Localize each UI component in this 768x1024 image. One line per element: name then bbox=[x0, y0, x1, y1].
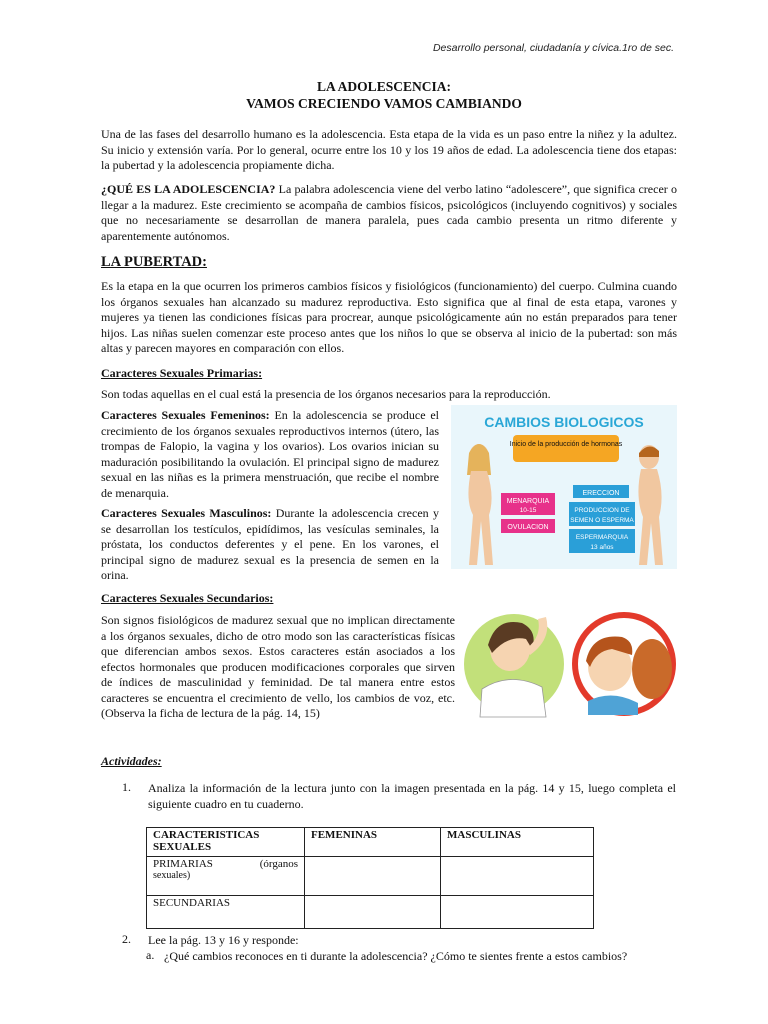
femeninos-text: En la adolescencia se produce el crecimiento de los órganos sexuales reproductivos internos (útero, las trompas de Falopio, la vagina y los ovarios). Los ovarios inician su maduración posibilitando la ovulación. El principal signo de madurez sexual en las niñas es la primera menstruación, que recibe el nombre de menarquia. bbox=[101, 408, 440, 500]
cambios-biologicos-illustration bbox=[451, 405, 677, 569]
hormones-box bbox=[513, 435, 619, 462]
boy-mirror-illustration-icon bbox=[572, 612, 676, 716]
header-masculinas: MASCULINAS bbox=[447, 829, 521, 841]
bio-title: CAMBIOS BIOLOGICOS bbox=[484, 414, 644, 430]
row-label-secundarias bbox=[147, 896, 305, 929]
table-cell-empty[interactable] bbox=[441, 857, 594, 896]
table-cell-empty[interactable] bbox=[305, 857, 441, 896]
adolescents-illustration bbox=[462, 609, 678, 719]
pubertad-heading: LA PUBERTAD: bbox=[101, 254, 207, 270]
secundarios-heading: Caracteres Sexuales Secundarios: bbox=[101, 591, 274, 605]
actividades-heading: Actividades: bbox=[101, 754, 162, 768]
header-femeninas: FEMENINAS bbox=[311, 829, 378, 841]
activity-2-text: Lee la pág. 13 y 16 y responde: bbox=[148, 933, 299, 947]
hormones-label bbox=[510, 441, 623, 448]
femeninos-paragraph bbox=[101, 408, 439, 501]
activity-2-number: 2. bbox=[122, 932, 131, 946]
que-es-paragraph bbox=[101, 182, 677, 244]
que-es-text: La palabra adolescencia viene del verbo latino “adolescere”, que significa crecer o llegar a la madurez. Este crecimiento se acompaña de cambios físicos, psicológicos (incluyendo cognitivos) y sociales que no necesariamente se desarrollan de manera paralela, pues cada cambio presenta un ritmo diferente y aparentemente autónomos. bbox=[101, 182, 677, 243]
characteristics-table bbox=[146, 827, 594, 929]
table-header-row bbox=[147, 828, 594, 857]
header-sexuales: SEXUALES bbox=[153, 841, 212, 853]
intro-paragraph: Una de las fases del desarrollo humano es la adolescencia. Esta etapa de la vida es un paso entre la niñez y la adultez. Su inicio y extensión varía. Por lo general, ocurre entre los 10 y los 19 años de edad. La adolescencia tiene dos etapas: la pubertad y la adolescencia propiamente dicha. bbox=[101, 127, 677, 172]
table-header-cell bbox=[147, 828, 305, 857]
table-row bbox=[147, 857, 594, 896]
masculinos-paragraph bbox=[101, 506, 439, 584]
table-cell-empty[interactable] bbox=[305, 896, 441, 929]
activity-2a-letter: a. bbox=[146, 948, 155, 962]
organos-label: (órganos bbox=[259, 858, 298, 870]
page-header: Desarrollo personal, ciudadanía y cívica.1ro de sec. bbox=[432, 42, 674, 54]
masculinos-lead: Caracteres Sexuales Masculinos: bbox=[101, 506, 272, 520]
title-line-2: VAMOS CRECIENDO VAMOS CAMBIANDO bbox=[246, 96, 522, 111]
ovulacion-label: OVULACION bbox=[507, 524, 549, 531]
table-cell-empty[interactable] bbox=[441, 896, 594, 929]
ereccion-label: ERECCION bbox=[582, 490, 620, 497]
masculinos-text: Durante la adolescencia crecen y se desarrollan los testículos, epidídimos, las vesículas seminales, la próstata, los conductos deferentes y el pene. En los varones, el principal signo de madurez sexual es la presencia de semen en la orina. bbox=[101, 506, 439, 582]
espermarquia-label: ESPERMARQUIA bbox=[575, 534, 629, 541]
hormones-line: Inicio de la producción de hormonas bbox=[509, 441, 623, 448]
activity-1-text: Analiza la información de la lectura junto con la imagen presentada en la pág. 14 y 15, luego completa el siguiente cuadro en tu cuaderno. bbox=[148, 781, 676, 811]
girl-illustration-icon bbox=[464, 614, 564, 717]
semen-label-1: PRODUCCION DE bbox=[574, 507, 630, 514]
title-line-1: LA ADOLESCENCIA: bbox=[317, 79, 451, 94]
page-title bbox=[0, 78, 768, 112]
espermarquia-age: 13 años bbox=[590, 544, 614, 551]
table-header-cell bbox=[441, 828, 594, 857]
row-label-primarias bbox=[147, 857, 305, 896]
menarquia-age: 10-15 bbox=[519, 507, 537, 514]
primarios-paragraph: Son todas aquellas en el cual está la presencia de los órganos necesarios para la reproducción. bbox=[101, 387, 551, 401]
que-es-lead: ¿QUÉ ES LA ADOLESCENCIA? bbox=[101, 182, 276, 196]
pubertad-paragraph: Es la etapa en la que ocurren los primeros cambios físicos y fisiológicos (funcionamiento) del cuerpo. Culmina cuando los órganos sexuales han alcanzado su madurez reproductiva. Esto significa que al final de esta etapa, varones y mujeres ya tienen las condiciones físicas para procrear, aunque psicológicamente aún no están preparados para tener hijos. Las niñas suelen comenzar este proceso antes que los niños lo que se observa al inicio de la pubertad: son más altas y parecen mayores en comparación con ellos. bbox=[101, 279, 677, 355]
semen-label-2: SEMEN O ESPERMA bbox=[570, 517, 634, 524]
primarios-heading: Caracteres Sexuales Primarias: bbox=[101, 366, 263, 380]
activity-1-number: 1. bbox=[122, 780, 131, 794]
menarquia-label: MENARQUIA bbox=[506, 498, 550, 505]
table-row bbox=[147, 896, 594, 929]
secundarios-paragraph: Son signos fisiológicos de madurez sexual que no implican directamente a los órganos sexuales, dicho de otro modo son las características físicas que diferencian ambos sexos. Estos caracteres están asociados a los efectos hormonales que producen modificaciones corporales que sirven de índices de masculinidad y feminidad. De tal manera entre estos caracteres se encuentra el crecimiento de vello, los cambios de voz, etc. (Observa la ficha de lectura de la pág. 14, 15) bbox=[101, 613, 455, 720]
activity-2a-text: ¿Qué cambios reconoces en ti durante la adolescencia? ¿Cómo te sientes frente a estos cambios? bbox=[164, 949, 628, 963]
femeninos-lead: Caracteres Sexuales Femeninos: bbox=[101, 408, 270, 422]
primarias-label: PRIMARIAS bbox=[153, 858, 213, 870]
sexuales-label: sexuales) bbox=[153, 870, 191, 881]
header-caracteristicas: CARACTERISTICAS bbox=[153, 829, 260, 841]
secundarias-label: SECUNDARIAS bbox=[153, 897, 231, 909]
table-header-cell bbox=[305, 828, 441, 857]
